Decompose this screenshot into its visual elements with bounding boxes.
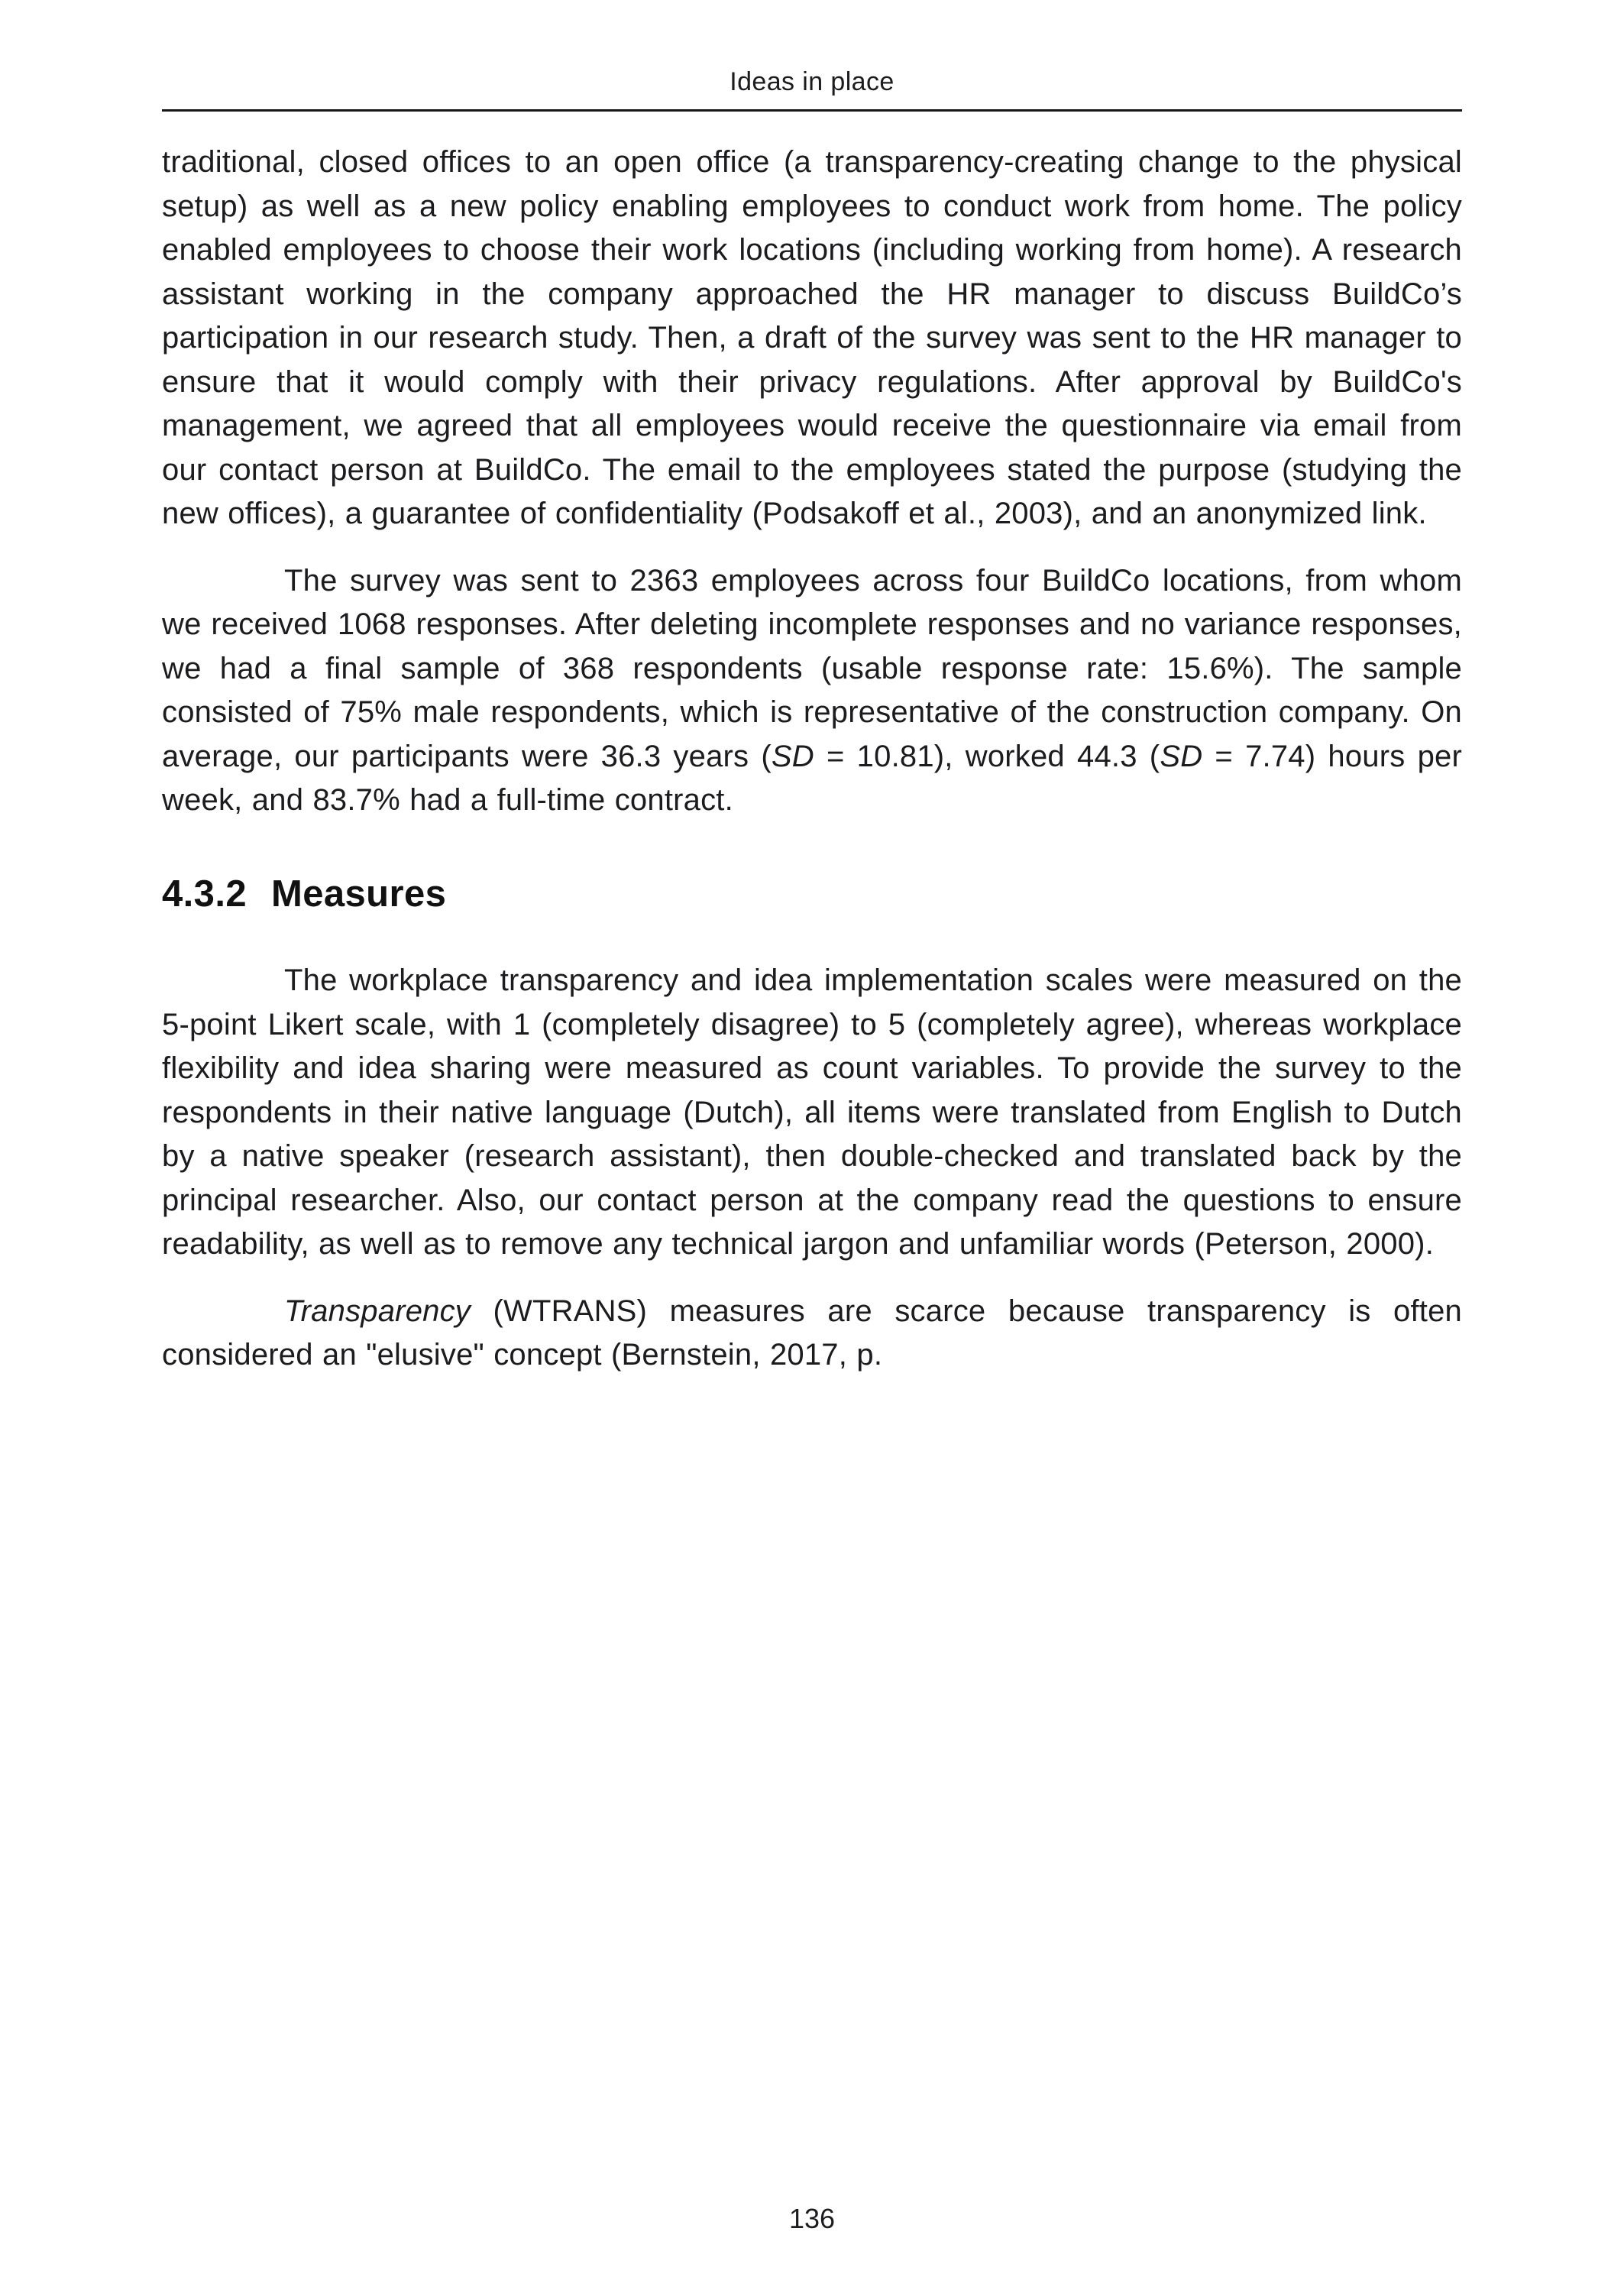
transparency-term-italic: Transparency [284, 1294, 471, 1328]
paragraph-continuation: traditional, closed offices to an open office (a transparency-creating change to the physical setup) as well as a new policy enabling employees to conduct work from home. The policy enabled employees to choose their work locations (including working from home). A research assistant working in the company approached the HR manager to discuss BuildCo’s participation in our research study. Then, a draft of the survey was sent to the HR manager to ensure that it would comply with their privacy regulations. After approval by BuildCo's management, we agreed that all employees would receive the questionnaire via email from our contact person at BuildCo. The email to the employees stated the purpose (studying the new offices), a guarantee of confidentiality (Podsakoff et al., 2003), and an anonymized link. [162, 145, 1462, 530]
page-footer [162, 2203, 1462, 2235]
paragraph-sample-text: The survey was sent to 2363 employees across four BuildCo locations, from whom we received 1068 responses. After deleting incomplete responses and no variance responses, we had a final sample of 368 respondents (usable response rate: 15.6%). The sample consisted of 75% male respondents, which is representative of the construction company. On average, our participants were 36.3 years ( [162, 563, 1462, 773]
paragraph-sample-text: = 10.81), worked 44.3 ( [814, 739, 1160, 773]
paragraph-transparency [162, 1290, 1462, 1378]
paragraph-sample [162, 559, 1462, 823]
running-header [162, 67, 1462, 112]
running-header-title: Ideas in place [730, 67, 894, 96]
paragraph-sample-text: = 7.74) hours per week, and 83.7% had a full-time contract. [162, 739, 1462, 817]
section-number: 4.3.2 [162, 873, 247, 915]
section-heading [162, 872, 1462, 917]
section-title: Measures [270, 873, 447, 915]
page-number: 136 [788, 2203, 836, 2234]
paragraph-transparency-text: (WTRANS) measures are scarce because transparency is often considered an "elusive" concept (Bernstein, 2017, p. [162, 1294, 1462, 1372]
paragraph-measures: The workplace transparency and idea implementation scales were measured on the 5-point Likert scale, with 1 (completely disagree) to 5 (completely agree), whereas workplace flexibility and idea sharing were measured as count variables. To provide the survey to the respondents in their native language (Dutch), all items were translated from English to Dutch by a native speaker (research assistant), then double-checked and translated back by the principal researcher. Also, our contact person at the company read the questions to ensure readability, as well as to remove any technical jargon and unfamiliar words (Peterson, 2000). [162, 964, 1462, 1261]
sd-abbreviation-italic: SD [771, 739, 814, 773]
page-content [162, 112, 1462, 1401]
sd-abbreviation-italic: SD [1160, 739, 1203, 773]
